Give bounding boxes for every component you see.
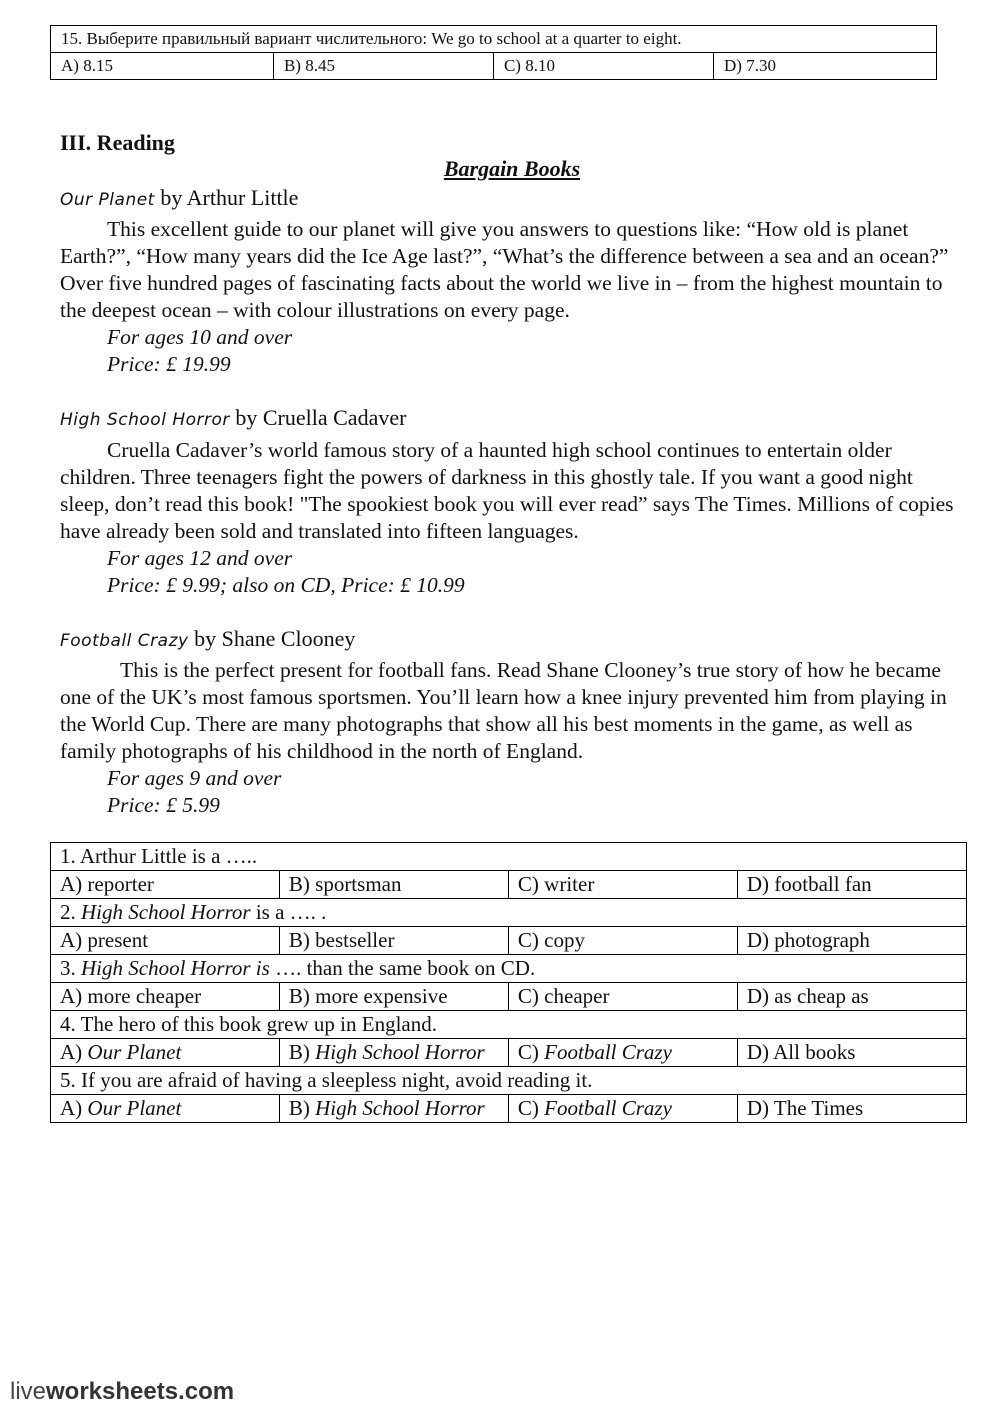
question-number: 3.	[60, 956, 81, 980]
quiz-3-option-a[interactable]	[51, 983, 280, 1011]
option-text: football fan	[774, 872, 872, 896]
quiz-question-5	[51, 1067, 967, 1095]
option-text: copy	[544, 928, 585, 952]
book-2-title: High School Horror	[60, 410, 230, 430]
option-text: sportsman	[315, 872, 402, 896]
book-2-description: Cruella Cadaver’s world famous story of a haunted high school continues to entertain older children. Three teenagers fight the powers of darkness in this ghostly tale. If you want a good night sleep, don’t read this book! "The spookiest book you will ever read” says The Times. Millions of copies have already been sold and translated into fifteen languages.	[60, 438, 954, 543]
quiz-1-option-c[interactable]	[508, 871, 737, 899]
option-text: present	[87, 928, 149, 952]
question-text: is a …. .	[250, 900, 327, 924]
quiz-4-option-c[interactable]	[508, 1039, 737, 1067]
option-letter: B)	[288, 1096, 316, 1120]
option-text: writer	[544, 872, 595, 896]
book-2-heading	[60, 405, 406, 431]
option-text: more expensive	[315, 984, 448, 1008]
option-letter: C)	[517, 1096, 545, 1120]
question-number: 2.	[60, 900, 81, 924]
question-text: Arthur Little is a …..	[79, 844, 258, 868]
book-1-author: by Arthur Little	[154, 185, 299, 210]
quiz-4-option-a[interactable]	[51, 1039, 280, 1067]
option-text: High School Horror	[315, 1096, 485, 1120]
book-3-price: Price: £ 5.99	[107, 793, 220, 817]
quiz-3-option-c[interactable]	[508, 983, 737, 1011]
quiz-5-option-d[interactable]	[737, 1095, 966, 1123]
quiz-3-option-b[interactable]	[279, 983, 508, 1011]
book-1-description: This excellent guide to our planet will give you answers to questions like: “How old is planet Earth?”, “How many years did the Ice Age last?”, “What’s the difference between a sea and an ocean?” Over five hundred pages of fascinating facts about the world we live in – from the highest mountain to the deepest ocean – with colour illustrations on every page.	[60, 217, 949, 322]
option-letter: B)	[288, 984, 316, 1008]
option-text: Football Crazy	[544, 1040, 672, 1064]
q15-option-b[interactable]: B) 8.45	[273, 53, 493, 80]
book-1-title: Our Planet	[60, 190, 155, 210]
option-letter: D)	[746, 1040, 774, 1064]
option-text: bestseller	[315, 928, 395, 952]
quiz-options-row	[51, 1039, 967, 1067]
book-3-description: This is the perfect present for football fans. Read Shane Clooney’s true story of how he became one of the UK’s most famous sportsmen. You’ll learn how a knee injury prevented him from playing in the World Cup. There are many photographs that show all his best moments in the game, as well as family photographs of his childhood in the north of England.	[60, 658, 947, 763]
option-text: Our Planet	[87, 1096, 182, 1120]
quiz-1-option-d[interactable]	[737, 871, 966, 899]
quiz-5-option-a[interactable]	[51, 1095, 280, 1123]
quiz-question-row	[51, 1067, 967, 1095]
option-text: Football Crazy	[544, 1096, 672, 1120]
quiz-2-option-b[interactable]	[279, 927, 508, 955]
quiz-1-option-b[interactable]	[279, 871, 508, 899]
quiz-4-option-d[interactable]	[737, 1039, 966, 1067]
quiz-options-row	[51, 927, 967, 955]
quiz-options-row	[51, 871, 967, 899]
quiz-options-row	[51, 1095, 967, 1123]
book-2-ages: For ages 12 and over	[107, 546, 293, 570]
book-3-author: by Shane Clooney	[188, 626, 356, 651]
option-letter: D)	[746, 928, 775, 952]
quiz-2-option-c[interactable]	[508, 927, 737, 955]
quiz-5-option-b[interactable]	[279, 1095, 508, 1123]
reading-quiz-table	[50, 842, 967, 1123]
option-text: cheaper	[544, 984, 610, 1008]
book-1-ages: For ages 10 and over	[107, 325, 293, 349]
quiz-options-row	[51, 983, 967, 1011]
section-heading: III. Reading	[60, 130, 175, 155]
option-letter: D)	[746, 1096, 774, 1120]
option-letter: C)	[517, 928, 545, 952]
question-number: 5.	[60, 1068, 81, 1092]
book-1-heading	[60, 185, 298, 211]
quiz-2-option-d[interactable]	[737, 927, 966, 955]
option-text: The Times	[773, 1096, 864, 1120]
question-15-text: 15. Выберите правильный вариант числительного: We go to school at a quarter to eight.	[51, 26, 937, 53]
question-italic-text: High School Horror	[81, 900, 251, 924]
quiz-question-row	[51, 1011, 967, 1039]
question-number: 4.	[60, 1012, 81, 1036]
q15-option-c[interactable]: C) 8.10	[493, 53, 713, 80]
option-letter: D)	[746, 872, 775, 896]
question-15-table	[50, 25, 937, 80]
option-text: reporter	[87, 872, 154, 896]
option-letter: A)	[60, 1096, 88, 1120]
option-letter: B)	[288, 928, 316, 952]
book-2-price: Price: £ 9.99; also on CD, Price: £ 10.99	[107, 573, 465, 597]
option-letter: B)	[288, 1040, 316, 1064]
q15-option-a[interactable]: A) 8.15	[51, 53, 274, 80]
quiz-1-option-a[interactable]	[51, 871, 280, 899]
liveworksheets-logo[interactable]	[10, 1378, 234, 1406]
quiz-question-1	[51, 843, 967, 871]
question-15-row	[51, 26, 937, 53]
option-letter: A)	[60, 984, 88, 1008]
quiz-question-row	[51, 843, 967, 871]
option-letter: D)	[746, 984, 775, 1008]
logo-suffix: .com	[178, 1378, 235, 1405]
option-text: All books	[773, 1040, 856, 1064]
option-letter: C)	[517, 984, 545, 1008]
option-text: photograph	[774, 928, 870, 952]
book-3-title: Football Crazy	[60, 631, 189, 651]
logo-live: live	[10, 1378, 47, 1405]
reading-title: Bargain Books	[443, 156, 581, 181]
book-1-price: Price: £ 19.99	[107, 352, 231, 376]
question-number: 1.	[60, 844, 80, 868]
option-letter: C)	[517, 872, 545, 896]
question-text: The hero of this book grew up in England.	[80, 1012, 437, 1036]
quiz-5-option-c[interactable]	[508, 1095, 737, 1123]
logo-worksheets: worksheets	[46, 1378, 179, 1405]
question-text: If you are afraid of having a sleepless night, avoid reading it.	[81, 1068, 593, 1092]
q15-option-d[interactable]: D) 7.30	[714, 53, 937, 80]
option-letter: A)	[60, 1040, 88, 1064]
book-3-ages: For ages 9 and over	[107, 766, 282, 790]
question-15-options-row	[51, 53, 937, 80]
option-text: as cheap as	[774, 984, 869, 1008]
option-letter: A)	[60, 928, 88, 952]
quiz-question-row	[51, 899, 967, 927]
quiz-question-3	[51, 955, 967, 983]
quiz-3-option-d[interactable]	[737, 983, 966, 1011]
quiz-4-option-b[interactable]	[279, 1039, 508, 1067]
question-italic-text: High School Horror is	[81, 956, 270, 980]
option-text: High School Horror	[315, 1040, 485, 1064]
book-2-author: by Cruella Cadaver	[229, 405, 407, 430]
option-letter: B)	[288, 872, 316, 896]
option-text: Our Planet	[87, 1040, 182, 1064]
option-letter: C)	[517, 1040, 545, 1064]
quiz-question-4	[51, 1011, 967, 1039]
quiz-question-2	[51, 899, 967, 927]
quiz-2-option-a[interactable]	[51, 927, 280, 955]
option-text: more cheaper	[87, 984, 202, 1008]
option-letter: A)	[60, 872, 88, 896]
quiz-question-row	[51, 955, 967, 983]
book-3-heading	[60, 626, 355, 652]
question-text: …. than the same book on CD.	[269, 956, 536, 980]
